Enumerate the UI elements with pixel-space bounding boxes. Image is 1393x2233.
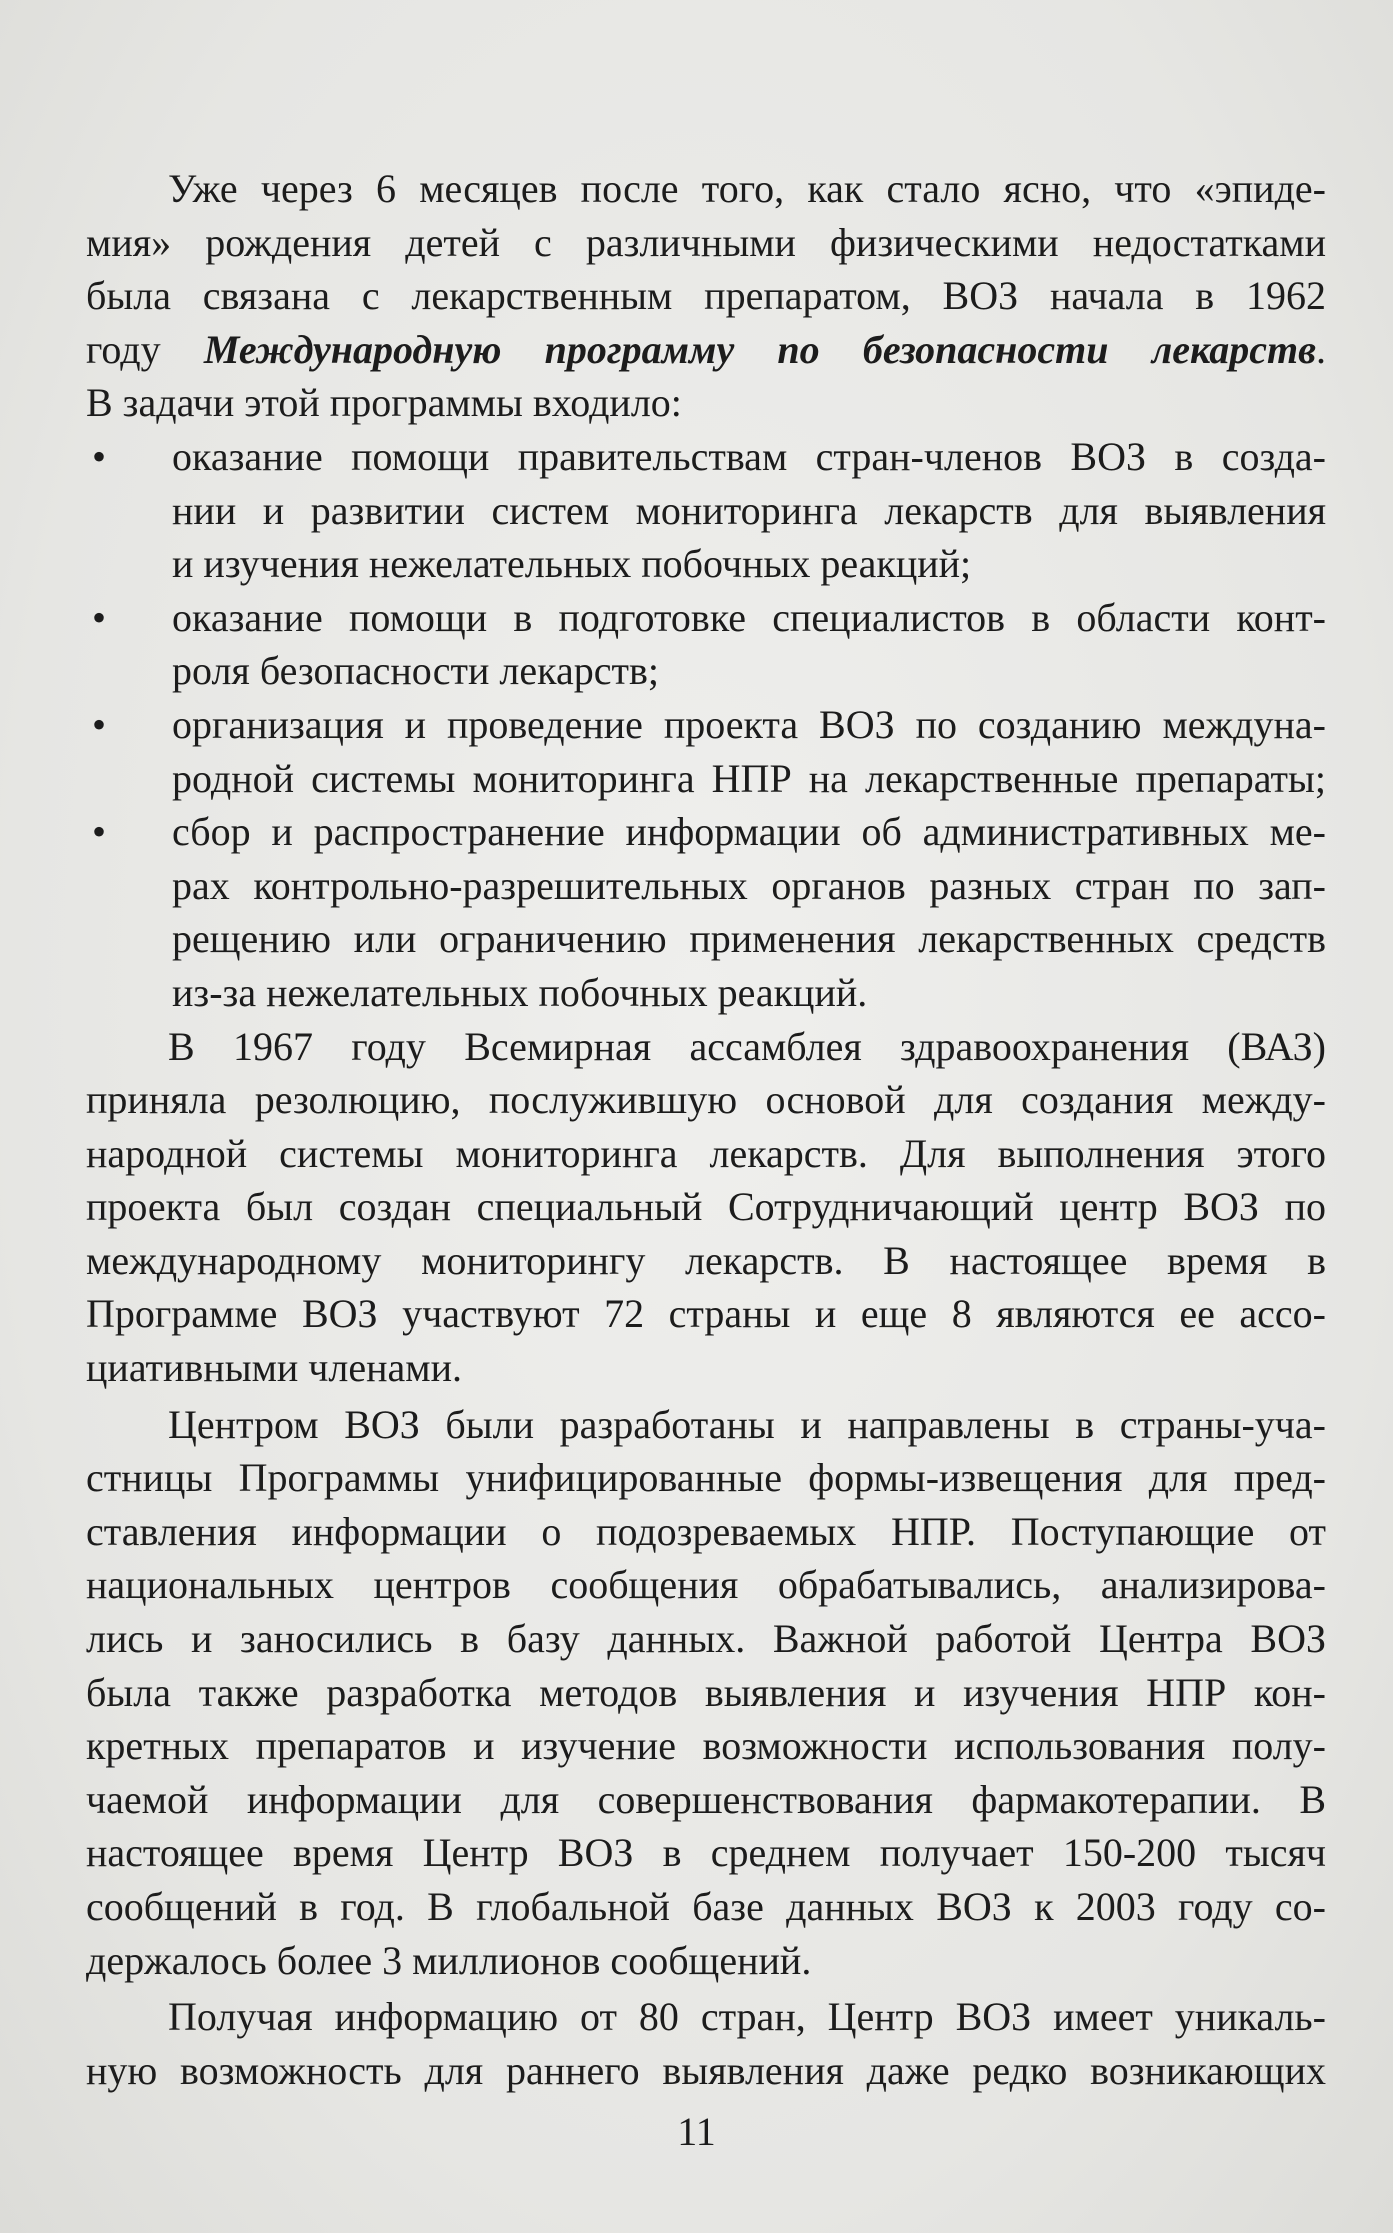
text-line: В задачи этой программы входило: — [86, 380, 682, 426]
text-line: приняла резолюцию, послужившую основой для создания между- — [86, 1077, 1326, 1123]
bullet-icon: • — [92, 433, 107, 479]
text-line: нии и развитии систем мониторинга лекарств для выявления — [172, 487, 1326, 533]
text-line: международному мониторингу лекарств. В настоящее время в — [86, 1237, 1326, 1283]
paragraph-intro — [86, 162, 1326, 430]
page-number: 11 — [677, 2109, 716, 2154]
program-title: Международную программу по безопасности лекарств — [203, 326, 1316, 372]
text-line: рах контрольно-разрешительных органов разных стран по зап- — [172, 862, 1326, 908]
text-line: родной системы мониторинга НПР на лекарственные препараты; — [172, 755, 1326, 801]
text-line: роля безопасности лекарств; — [172, 648, 659, 694]
text-line: и изучения нежелательных побочных реакций; — [172, 541, 972, 587]
text-line: была связана с лекарственным препаратом, ВОЗ начала в 1962 — [86, 273, 1326, 319]
text-line: держалось более 3 миллионов сообщений. — [86, 1937, 812, 1983]
paragraph-center — [86, 1398, 1326, 1988]
text-line: народной системы мониторинга лекарств. Для выполнения этого — [86, 1130, 1326, 1176]
text-line: проекта был создан специальный Сотрудничающий центр ВОЗ по — [86, 1184, 1326, 1230]
bullet-icon: • — [92, 594, 107, 640]
text-line: В 1967 году Всемирная ассамблея здравоохранения (ВАЗ) — [168, 1023, 1326, 1069]
paragraph-vaz — [86, 1020, 1326, 1395]
list-item — [86, 698, 1326, 752]
text-line: рещению или ограничению применения лекарственных средств — [172, 916, 1326, 962]
page-body — [86, 162, 1326, 2097]
text-line: была также разработка методов выявления и изучения НПР кон- — [86, 1669, 1326, 1715]
text-line: настоящее время Центр ВОЗ в среднем получает 150-200 тысяч — [86, 1830, 1326, 1876]
text-line: кретных препаратов и изучение возможности использования полу- — [86, 1723, 1326, 1769]
text-fragment: году — [86, 326, 204, 372]
text-line: мия» рождения детей с различными физическими недостатками — [86, 219, 1326, 265]
text-line: Получая информацию от 80 стран, Центр ВОЗ имеет уникаль- — [168, 1994, 1326, 2040]
text-line: чаемой информации для совершенствования фармакотерапии. В — [86, 1776, 1326, 1822]
text-line: национальных центров сообщения обрабатывались, анализирова- — [86, 1562, 1326, 1608]
bullet-icon: • — [92, 701, 107, 747]
text-line: циативными членами. — [86, 1345, 463, 1391]
list-item — [86, 591, 1326, 645]
list-item-text: оказание помощи в подготовке специалистов в области конт- — [172, 594, 1326, 640]
text-line: ставления информации о подозреваемых НПР. Поступающие от — [86, 1508, 1326, 1554]
text-line: Центром ВОЗ были разработаны и направлены в страны-уча- — [168, 1401, 1326, 1447]
text-line: ную возможность для раннего выявления даже редко возникающих — [86, 2047, 1326, 2093]
paragraph-countries — [86, 1990, 1326, 2097]
text-fragment: . — [1316, 326, 1326, 372]
text-line: стницы Программы унифицированные формы-извещения для пред- — [86, 1455, 1326, 1501]
list-item-text: сбор и распространение информации об административных ме- — [172, 809, 1326, 855]
text-line: сообщений в год. В глобальной базе данных ВОЗ к 2003 году со- — [86, 1884, 1326, 1929]
list-item — [86, 430, 1326, 484]
text-line: Программе ВОЗ участвуют 72 страны и еще 8 являются ее ассо- — [86, 1291, 1326, 1337]
list-item-text: организация и проведение проекта ВОЗ по созданию междуна- — [172, 701, 1326, 747]
bullet-list — [86, 430, 1326, 1020]
text-line: из-за нежелательных побочных реакций. — [172, 969, 868, 1015]
text-line: лись и заносились в базу данных. Важной работой Центра ВОЗ — [86, 1616, 1326, 1662]
bullet-icon: • — [92, 809, 107, 855]
list-item — [86, 805, 1326, 859]
text-line: Уже через 6 месяцев после того, как стало ясно, что «эпиде- — [168, 166, 1326, 211]
list-item-text: оказание помощи правительствам стран-членов ВОЗ в созда- — [172, 433, 1326, 479]
text-line — [86, 323, 1326, 377]
